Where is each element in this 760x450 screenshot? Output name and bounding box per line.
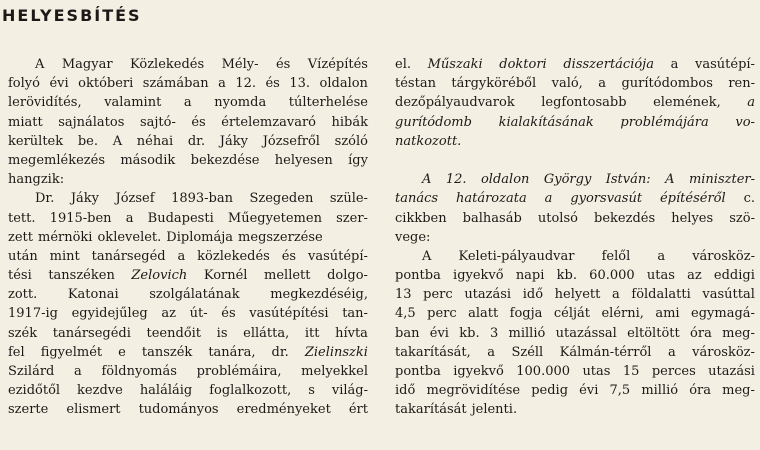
word: Budapesti xyxy=(147,210,214,226)
word: A xyxy=(422,172,432,188)
word: alatt xyxy=(468,306,499,322)
word: vasútépí- xyxy=(695,57,755,72)
word: városköz- xyxy=(692,248,755,264)
word: József xyxy=(115,191,155,207)
word: zett xyxy=(8,229,33,245)
text-line xyxy=(8,324,368,343)
text-line xyxy=(8,189,368,208)
word: értelemzavaró xyxy=(221,114,316,130)
right-column xyxy=(395,55,755,420)
word: eredményeket xyxy=(236,402,331,418)
word: balhasáb xyxy=(462,210,522,226)
word: gyorsvasút xyxy=(570,191,643,207)
text-line xyxy=(8,151,368,170)
word: megkezdéséig, xyxy=(270,287,368,303)
word: Dr. xyxy=(35,191,55,207)
word: e xyxy=(118,344,126,360)
word: Zelovich xyxy=(131,268,188,284)
word: tan- xyxy=(342,306,368,322)
word: az xyxy=(161,306,176,322)
text-line xyxy=(395,74,755,93)
word: mellett xyxy=(264,268,311,284)
word: valamint xyxy=(104,95,162,111)
text-line xyxy=(8,74,368,93)
word: a xyxy=(670,57,679,72)
word: foglalkozott, xyxy=(209,383,292,399)
word: 13. xyxy=(289,76,311,92)
word: a xyxy=(177,248,186,264)
word: ban xyxy=(395,325,420,341)
word: is xyxy=(216,325,228,341)
word: oldalon xyxy=(319,76,368,92)
text-line xyxy=(395,362,755,381)
word: pedig xyxy=(531,383,569,399)
text-line xyxy=(395,343,755,362)
word: takarítását xyxy=(395,402,467,418)
word: ért xyxy=(348,402,368,418)
text-line xyxy=(395,247,755,266)
word: a xyxy=(544,191,553,207)
word: ami xyxy=(655,306,680,322)
text-line xyxy=(395,285,755,304)
word: út- xyxy=(189,306,208,322)
word: egyidejűleg xyxy=(71,306,148,322)
word: 100.000 xyxy=(516,364,571,379)
text-line xyxy=(395,304,755,323)
word: tanszék xyxy=(141,344,193,360)
word: mint xyxy=(49,248,80,264)
word: eddigi xyxy=(713,268,755,284)
word: világ- xyxy=(331,383,368,399)
paragraph-gap xyxy=(395,151,755,170)
word: és xyxy=(265,76,280,92)
word: így xyxy=(348,152,368,168)
text-line xyxy=(395,189,755,208)
word: A xyxy=(665,172,675,188)
word: óra xyxy=(690,325,712,341)
word: a xyxy=(598,76,607,92)
word: A xyxy=(112,133,123,149)
word: fel xyxy=(8,344,25,360)
word: megrövidítése xyxy=(426,383,521,399)
word: Vízépítés xyxy=(307,57,368,72)
word: szék xyxy=(8,325,38,341)
text-line xyxy=(8,209,368,228)
word: vasútépítési xyxy=(249,306,329,322)
word: kb. xyxy=(459,325,480,341)
word: a xyxy=(487,344,495,360)
text-line xyxy=(8,343,368,362)
word: figyelmét xyxy=(40,344,103,360)
word: második xyxy=(120,152,176,168)
word: gurítódomb xyxy=(395,114,472,130)
word: problémáira, xyxy=(196,364,282,379)
word: doktori xyxy=(499,57,547,72)
word: millió xyxy=(641,383,679,399)
text-line xyxy=(8,304,368,323)
word: hívta xyxy=(335,325,368,341)
word: Jáky xyxy=(70,191,100,207)
text-line xyxy=(395,132,755,151)
word: be. xyxy=(77,133,98,149)
word: megszerzése xyxy=(238,229,323,245)
word: helyesen xyxy=(274,152,333,168)
word: hibák xyxy=(331,114,368,130)
word: óra xyxy=(689,383,712,399)
text-line xyxy=(8,381,368,400)
word: utazási xyxy=(708,364,755,379)
word: tanársegédi xyxy=(52,325,131,341)
word: fogja xyxy=(509,306,543,322)
word: megemlékezés xyxy=(8,152,105,168)
word: folyó xyxy=(8,76,40,92)
word: lerövidítés, xyxy=(8,95,82,111)
word: a xyxy=(183,95,192,111)
word: vasúttal xyxy=(702,287,755,303)
word: dr. xyxy=(271,344,289,360)
text-line xyxy=(395,324,755,343)
word: igyekvő xyxy=(453,268,504,284)
text-line xyxy=(8,55,368,74)
word: miatt xyxy=(8,114,43,130)
word: Magyar xyxy=(61,57,113,72)
word: célját xyxy=(553,306,591,322)
word: Keleti-pályaudvar xyxy=(458,248,575,264)
word: takarítását, xyxy=(395,344,471,360)
text-line xyxy=(8,228,368,247)
word: mérnöki xyxy=(38,229,93,245)
word: egymagá- xyxy=(691,306,755,322)
word: el. xyxy=(395,57,411,72)
word: 1893-ban xyxy=(171,191,233,207)
word: helyes xyxy=(671,210,714,226)
word: pontba xyxy=(395,364,441,379)
word: elemének, xyxy=(653,95,721,111)
word: kerültek xyxy=(8,133,64,149)
word: ezidőtől xyxy=(8,383,61,399)
word: városköz- xyxy=(692,344,755,360)
word: és xyxy=(281,248,297,264)
word: tudományos xyxy=(138,402,219,418)
word: számában xyxy=(142,76,209,92)
word: szer- xyxy=(336,210,368,226)
word: a xyxy=(74,364,82,379)
word: utazással xyxy=(555,325,617,341)
word: 3 xyxy=(489,325,499,341)
word: 60.000 xyxy=(589,268,635,284)
word: néhai xyxy=(136,133,174,149)
word: A xyxy=(422,248,432,264)
word: utazási xyxy=(464,287,512,303)
word: szö- xyxy=(729,210,755,226)
word: s xyxy=(308,383,315,399)
word: Szegeden xyxy=(249,191,314,207)
word: Közlekedés xyxy=(130,57,205,72)
word: 15 xyxy=(622,364,640,379)
text-line xyxy=(395,381,755,400)
word: helyett xyxy=(554,287,601,303)
word: A xyxy=(35,57,45,72)
text-line xyxy=(395,228,755,247)
word: Jáky xyxy=(219,133,248,149)
word: dr. xyxy=(187,133,206,149)
word: miniszter- xyxy=(688,172,755,188)
word: c. xyxy=(743,191,755,207)
text-line xyxy=(8,93,368,112)
word: tanszéken xyxy=(48,268,115,284)
word: az xyxy=(687,268,702,284)
word: határozata xyxy=(455,191,527,207)
word: pontba xyxy=(395,268,441,284)
word: a xyxy=(218,76,226,92)
word: téstan xyxy=(395,76,436,92)
word: elismert xyxy=(66,402,121,418)
word: és xyxy=(275,57,291,72)
word: földalatti xyxy=(631,287,691,303)
word: és xyxy=(191,114,206,130)
word: meg- xyxy=(722,325,755,341)
word: utolsó xyxy=(537,210,578,226)
word: vege: xyxy=(395,229,431,245)
text-line xyxy=(8,113,368,132)
word: natkozott. xyxy=(395,133,462,149)
word: tanára, xyxy=(208,344,256,360)
word: perc xyxy=(423,287,453,303)
word: elérni, xyxy=(601,306,644,322)
word: 12. xyxy=(235,76,256,92)
word: évi xyxy=(429,325,449,341)
text-line xyxy=(395,93,755,112)
text-line xyxy=(395,266,755,285)
word: hangzik: xyxy=(8,172,65,188)
word: szolgálatának xyxy=(149,287,240,303)
word: idő xyxy=(522,287,544,303)
text-line xyxy=(8,132,368,151)
word: zott. xyxy=(8,287,38,303)
text-line xyxy=(395,209,755,228)
word: Széll xyxy=(511,344,544,360)
text-line xyxy=(8,170,368,189)
text-line xyxy=(8,247,368,266)
word: való, xyxy=(551,76,583,92)
word: vasútépí- xyxy=(308,248,368,264)
word: Mély- xyxy=(221,57,259,72)
page-title: HELYESBÍTÉS xyxy=(2,6,142,25)
word: Műszaki xyxy=(427,57,483,72)
word: ellátta, xyxy=(243,325,290,341)
word: tárgyköréből xyxy=(451,76,537,92)
text-line xyxy=(395,55,755,74)
word: 13 xyxy=(395,287,412,303)
word: idő xyxy=(395,383,416,399)
word: sajnálatos xyxy=(58,114,125,130)
word: szerte xyxy=(8,402,49,418)
word: gurítódombos xyxy=(621,76,713,92)
word: 4,5 xyxy=(395,306,416,322)
word: napi xyxy=(515,268,545,284)
word: legfontosabb xyxy=(541,95,627,111)
left-column xyxy=(8,55,368,420)
word: bekezdés xyxy=(594,210,656,226)
word: oldalon xyxy=(480,172,530,188)
word: ren- xyxy=(728,76,755,92)
word: évi xyxy=(49,76,69,92)
word: kb. xyxy=(556,268,577,284)
word: Kálmán-térről xyxy=(559,344,652,360)
word: itt xyxy=(304,325,320,341)
word: tanács xyxy=(395,191,439,207)
text-line xyxy=(8,362,368,381)
word: 7,5 xyxy=(609,383,631,399)
word: évi xyxy=(579,383,599,399)
word: szóló xyxy=(334,133,368,149)
word: igyekvő xyxy=(453,364,504,379)
word: eltöltött xyxy=(627,325,680,341)
word: utas xyxy=(646,268,675,284)
word: felől xyxy=(601,248,631,264)
text-line xyxy=(8,266,368,285)
word: Diplomája xyxy=(166,229,234,245)
word: dolgo- xyxy=(327,268,368,284)
word: Katonai xyxy=(67,287,119,303)
word: 1917-ig xyxy=(8,306,58,322)
word: bekezdése xyxy=(190,152,260,168)
word: a xyxy=(747,95,755,111)
word: földnyomás xyxy=(101,364,177,379)
text-line xyxy=(395,400,755,419)
word: jelenti. xyxy=(471,402,518,418)
text-line xyxy=(8,400,368,419)
word: György xyxy=(543,172,592,188)
word: melyekkel xyxy=(301,364,368,379)
word: perc xyxy=(427,306,457,322)
word: Műegyetemen xyxy=(227,210,322,226)
word: dezőpályaudvarok xyxy=(395,95,515,111)
word: oklevelet. xyxy=(97,229,162,245)
word: disszertációja xyxy=(563,57,654,72)
word: problémájára xyxy=(620,114,709,130)
word: millió xyxy=(508,325,546,341)
word: teendőit xyxy=(146,325,202,341)
word: vo- xyxy=(735,114,755,130)
word: tanársegéd xyxy=(91,248,166,264)
word: tési xyxy=(8,268,32,284)
word: szüle- xyxy=(329,191,368,207)
word: Zielinszki xyxy=(304,344,368,360)
word: Szilárd xyxy=(8,364,55,379)
word: kezdve xyxy=(77,383,123,399)
word: közlekedés xyxy=(197,248,270,264)
word: októberi xyxy=(78,76,134,92)
word: meg- xyxy=(722,383,755,399)
word: sajtó- xyxy=(139,114,176,130)
text-line xyxy=(8,285,368,304)
text-line xyxy=(395,170,755,189)
word: a xyxy=(612,287,620,303)
word: perces xyxy=(651,364,696,379)
word: építéséről xyxy=(659,191,726,207)
word: cikkben xyxy=(395,210,447,226)
word: utas xyxy=(582,364,611,379)
word: a xyxy=(125,210,134,226)
word: Józsefről xyxy=(262,133,320,149)
word: Kornél xyxy=(203,268,248,284)
word: 12. xyxy=(445,172,467,188)
word: kialakításának xyxy=(498,114,594,130)
word: a xyxy=(667,344,676,360)
word: a xyxy=(657,248,666,264)
word: nyomda xyxy=(214,95,267,111)
word: tett. xyxy=(8,210,36,226)
word: István: xyxy=(605,172,651,188)
word: után xyxy=(8,248,38,264)
word: 1915-ben xyxy=(49,210,112,226)
word: haláláig xyxy=(139,383,193,399)
text-line xyxy=(395,113,755,132)
word: és xyxy=(221,306,236,322)
word: túlterhelése xyxy=(288,95,368,111)
